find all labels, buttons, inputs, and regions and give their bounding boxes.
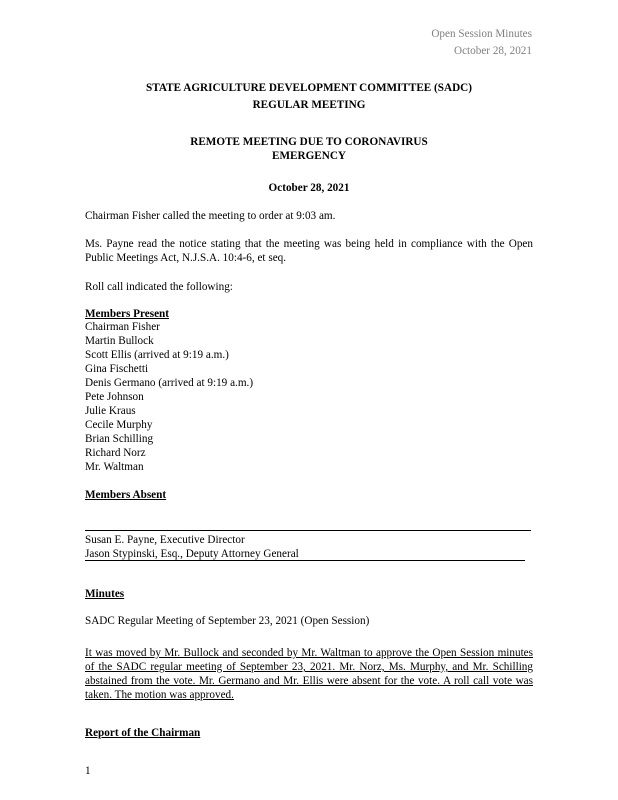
member-item: Julie Kraus (85, 405, 136, 417)
members-present-heading: Members Present (85, 308, 169, 320)
member-item: Cecile Murphy (85, 419, 153, 431)
member-item: Brian Schilling (85, 433, 154, 445)
member-item: Scott Ellis (arrived at 9:19 a.m.) (85, 349, 229, 361)
member-item: Denis Germano (arrived at 9:19 a.m.) (85, 377, 254, 389)
report-heading: Report of the Chairman (85, 727, 201, 739)
meeting-type: REGULAR MEETING (252, 99, 366, 111)
divider-line (85, 530, 531, 531)
members-absent-heading: Members Absent (85, 489, 167, 501)
minutes-item: SADC Regular Meeting of September 23, 2021 (Open Session) (85, 615, 370, 627)
divider-line (85, 560, 525, 561)
notice-paragraph: Ms. Payne read the notice stating that the meeting was being held in compliance with the Open Public Meetings Act, N.J.S.A. 10:4-6, et seq. (85, 238, 533, 264)
executive-director: Susan E. Payne, Executive Director (85, 534, 245, 546)
committee-title: STATE AGRICULTURE DEVELOPMENT COMMITTEE (SADC) (146, 82, 472, 94)
deputy-attorney-general: Jason Stypinski, Esq., Deputy Attorney General (85, 548, 299, 560)
member-item: Chairman Fisher (85, 321, 160, 333)
header-date: October 28, 2021 (454, 45, 532, 57)
member-item: Martin Bullock (85, 335, 154, 347)
page-number: 1 (85, 765, 91, 777)
call-to-order: Chairman Fisher called the meeting to order at 9:03 am. (85, 210, 336, 222)
header-title: Open Session Minutes (431, 28, 532, 40)
member-item: Gina Fischetti (85, 363, 149, 375)
meeting-date: October 28, 2021 (268, 182, 350, 194)
remote-meeting-line-2: EMERGENCY (272, 150, 346, 162)
member-item: Pete Johnson (85, 391, 144, 403)
minutes-motion: It was moved by Mr. Bullock and seconded by Mr. Waltman to approve the Open Session minutes of the SADC regular meeting of September 23, 2021. Mr. Norz, Ms. Murphy, and Mr. Schilling abstained from the vote. Mr. Germano and Mr. Ellis were absent for the vote. A roll call vote was taken. The motion was approved. (85, 647, 533, 701)
members-present-list (85, 320, 253, 474)
member-item: Mr. Waltman (85, 461, 144, 473)
roll-call: Roll call indicated the following: (85, 281, 233, 293)
minutes-heading: Minutes (85, 588, 125, 600)
member-item: Richard Norz (85, 447, 146, 459)
remote-meeting-line-1: REMOTE MEETING DUE TO CORONAVIRUS (190, 136, 428, 148)
